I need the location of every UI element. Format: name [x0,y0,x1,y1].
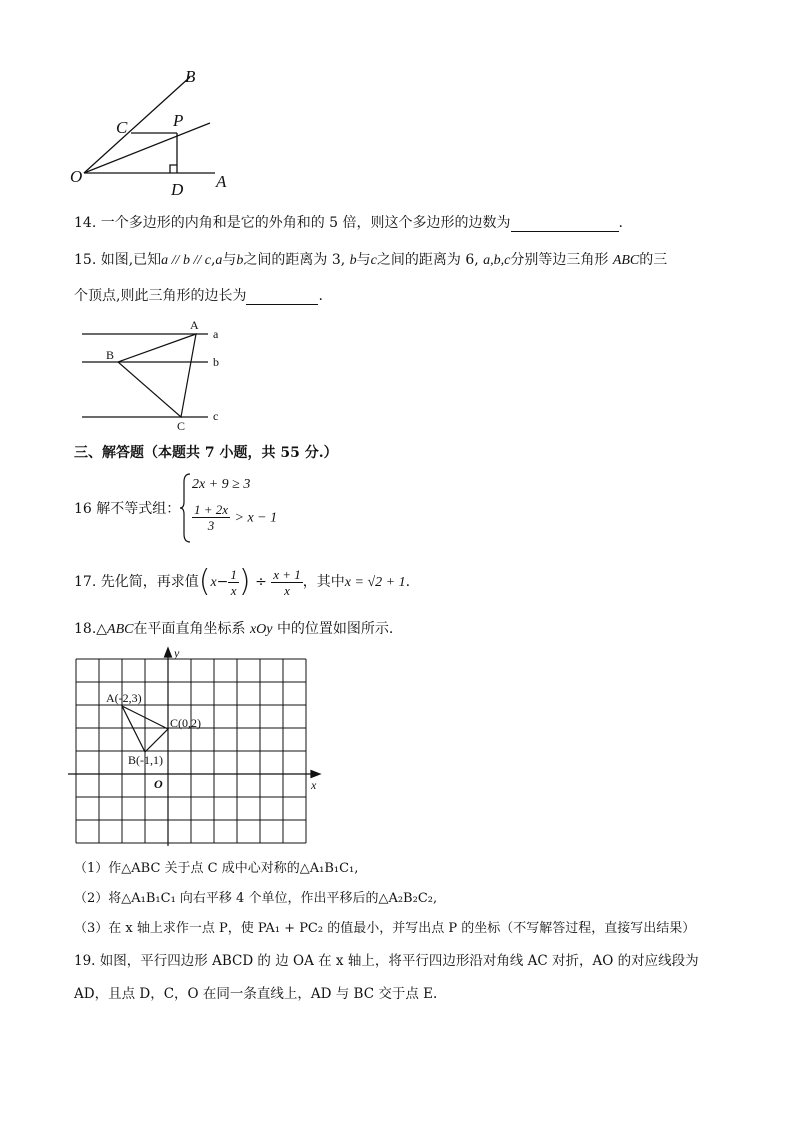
q17-x: x [210,575,217,590]
label-origin: O [154,777,163,791]
q18-text-2: 中的位置如图所示. [276,621,394,637]
q18-number: 18. [74,621,97,637]
q18-coord-system: xOy [249,622,273,637]
right-angle-mark [170,165,177,173]
q18-sub-1: （1）作△ABC 关于点 C 成中心对称的△A₁B₁C₁, [74,861,359,876]
q17-number: 17. [74,574,97,590]
triangle-abc [118,334,196,417]
label-a: A [216,172,227,191]
question-15-line2 [74,287,323,305]
question-14 [74,214,623,232]
q17-end: . [405,574,411,590]
q15-end: . [318,288,323,304]
coordinate-grid [68,646,330,852]
label-B: B [106,348,115,362]
q16-inequality-1: 2x + 9 ≥ 3 [192,477,251,492]
label-C: C [177,419,186,432]
q15-var-b2: b [349,253,357,268]
label-y-axis: y [174,646,180,660]
q15-text-line2: 个顶点,则此三角形的边长为 [74,288,247,304]
q17-eq: x = √2 + 1 [344,575,406,590]
q17-prefix: 先化简，再求值 [100,574,199,590]
q18-sub-2: （2）将△A₁B₁C₁ 向右平移 4 个单位，作出平移后的△A₂B₂C₂, [74,891,438,906]
ray-op [84,123,210,173]
label-x-axis: x [311,778,317,792]
label-p: P [173,111,184,130]
q15-condition: a // b // c [161,253,211,268]
q15-text-dist2: 之间的距离为 6, [376,252,479,268]
q17-f2-num: x + 1 [273,566,301,582]
q15-text-tri: 分别等边三角形 [510,252,609,268]
q15-text-yu1: 与 [222,252,237,268]
q15-text-dist1: 之间的距离为 3, [243,252,346,268]
q17-f2-den: x [284,582,290,598]
question-18 [74,620,393,639]
label-line-b: b [213,355,219,369]
parallel-lines-figure [76,316,236,432]
label-b: B [185,67,196,86]
q17-lparen: ( [198,564,211,599]
q16-label [74,500,180,518]
q15-var-c: c [370,253,377,268]
q15-number: 15. [74,252,97,268]
q17-rparen: ) [238,564,251,599]
q15-vars-abc: a,b,c [483,253,511,268]
q15-var-a: a [215,253,223,268]
label-A: A [190,318,199,332]
q16-inequality-2 [192,502,277,533]
q15-text-a: 如图,已知 [100,252,162,268]
q14-text: 一个多边形的内角和是它的外角和的 5 倍，则这个多边形的边数为 [100,215,511,231]
q18-sub-3: （3）在 x 轴上求作一点 P，使 PA₁ + PC₂ 的值最小，并写出点 P 的坐标（不写解答过程，直接写出结果） [74,921,696,936]
q15-answer-blank[interactable] [246,290,318,305]
q17-divide: ÷ [255,574,267,590]
label-line-a: a [213,327,219,341]
q16-fraction [192,502,230,533]
q14-end: . [618,215,623,231]
angle-figure [60,60,250,205]
question-15-line1 [74,251,667,270]
q17-fraction-2 [271,567,303,598]
label-line-c: c [213,409,219,423]
q14-answer-blank[interactable] [511,217,619,232]
question-19-line2: AD，且点 D，C，O 在同一条直线上，AD 与 BC 交于点 E. [74,986,438,1002]
label-point-a: A(-2,3) [106,691,142,705]
q18-text-1: 在平面直角坐标系 [133,621,246,637]
q16-prefix: 解不等式组： [96,501,181,517]
q17-mid: ，其中 [302,574,345,590]
q16-ineq2-rest: > x − 1 [234,510,278,526]
q17-f1-num: 1 [230,566,237,582]
q19-number: 19. [74,953,96,969]
q17-fraction-1 [228,567,239,598]
q15-text-de-san: 的三 [639,252,668,268]
q19-text-line1: 如图，平行四边形 ABCD 的 边 OA 在 x 轴上，将平行四边形沿对角线 AC 对折，AO 的对应线段为 [99,953,699,969]
question-19-line1 [74,952,699,970]
label-d: D [171,180,184,199]
q17-minus: − [216,574,229,590]
y-axis-arrow [165,648,172,657]
q15-var-b: b [236,253,244,268]
question-17 [74,562,410,602]
q17-f1-den: x [230,582,237,598]
q16-brace [180,472,192,544]
section-3-heading: 三、解答题（本题共 7 小题，共 55 分.） [74,445,338,461]
q16-frac-num: 1 + 2x [194,502,229,517]
q14-number: 14. [74,215,97,231]
label-point-c: C(0,2) [170,716,201,730]
label-o: O [70,167,83,186]
q16-frac-den: 3 [207,518,215,533]
x-axis-arrow [311,771,320,778]
label-c: C [116,118,128,137]
q15-comma: , [210,252,216,268]
q16-number: 16 [74,501,92,517]
label-point-b: B(-1,1) [128,753,163,767]
q15-text-yu2: 与 [356,252,371,268]
q15-triangle-name: ABC [612,253,640,268]
q18-triangle: △ABC [96,622,134,637]
